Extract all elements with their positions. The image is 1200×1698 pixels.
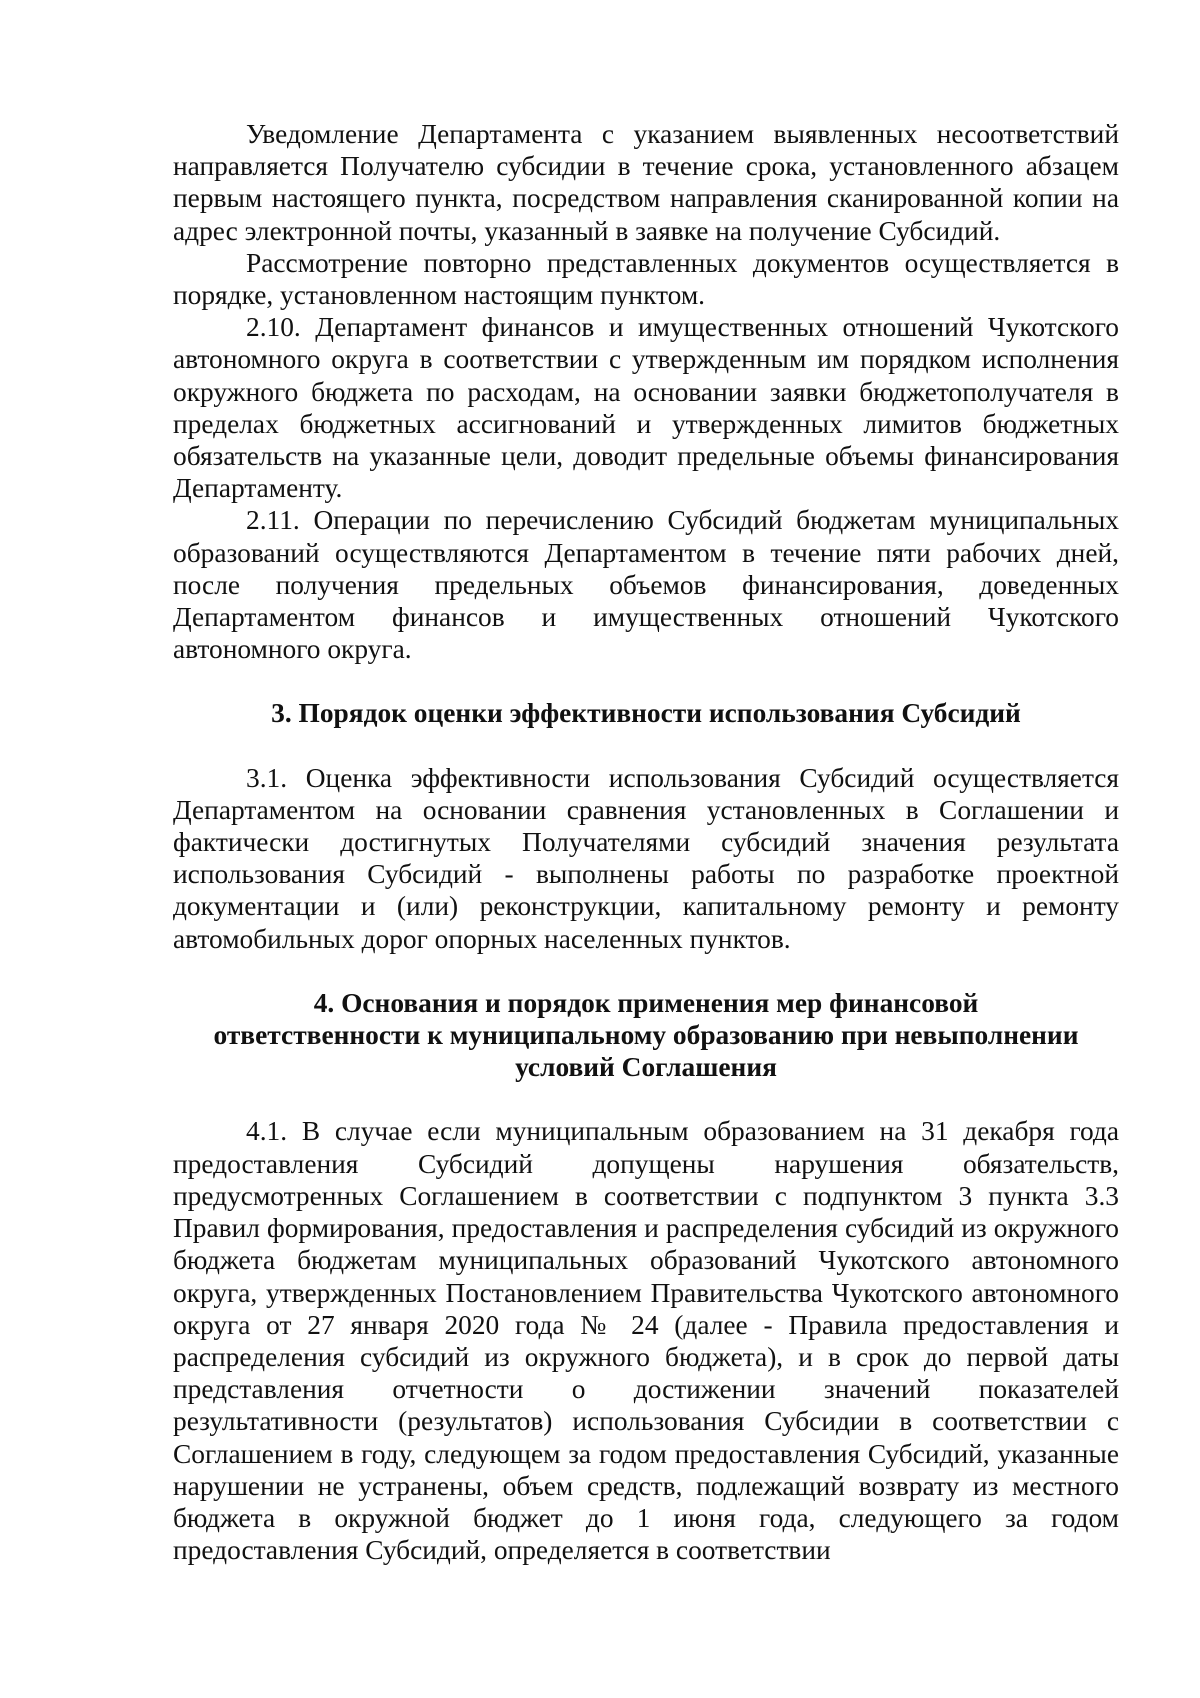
paragraph-notice: Уведомление Департамента с указанием выявленных несоответствий направляется Получателю субсидии в течение срока, установленного абзацем первым настоящего пункта, посредством направления сканированной копии на адрес электронной почты, указанный в заявке на получение Субсидий. [173,119,1119,246]
section-3-heading: 3. Порядок оценки эффективности использования Субсидий [271,698,1021,729]
spacer [173,955,1119,987]
paragraph-2-10: 2.10. Департамент финансов и имущественных отношений Чукотского автономного округа в соответствии с утвержденным им порядком исполнения окружного бюджета по расходам, на основании заявки бюджетополучателя в пределах бюджетных ассигнований и утвержденных лимитов бюджетных обязательств на указанные цели, доводит предельные объемы финансирования Департаменту. [173,312,1119,504]
section-4-heading-line: ответственности к муниципальному образованию при невыполнении [213,1020,1079,1051]
spacer [173,665,1119,697]
section-4-heading [173,987,1119,1084]
spacer [173,730,1119,762]
spacer [173,1083,1119,1115]
document-page [173,118,1119,1566]
section-4-heading-line: условий Соглашения [515,1052,777,1083]
paragraph-review: Рассмотрение повторно представленных документов осуществляется в порядке, установленном настоящим пунктом. [173,247,1119,311]
paragraph-3-1: 3.1. Оценка эффективности использования Субсидий осуществляется Департаментом на основании сравнения установленных в Соглашении и фактически достигнутых Получателями субсидий значения результата использования Субсидий - выполнены работы по разработке проектной документации и (или) реконструкции, капитальному ремонту и ремонту автомобильных дорог опорных населенных пунктов. [173,762,1119,954]
paragraph-4-1: 4.1. В случае если муниципальным образованием на 31 декабря года предоставления Субсидий допущены нарушения обязательств, предусмотренных Соглашением в соответствии с подпунктом 3 пункта 3.3 Правил формирования, предоставления и распределения субсидий из окружного бюджета бюджетам муниципальных образований Чукотского автономного округа, утвержденных Постановлением Правительства Чукотского автономного округа от 27 января 2020 года № 24 (далее - Правила предоставления и распределения субсидий из окружного бюджета), и в срок до первой даты представления отчетности о достижении значений показателей результативности (результатов) использования Субсидии в соответствии с Соглашением в году, следующем за годом предоставления Субсидий, указанные нарушении не устранены, объем средств, подлежащий возврату из местного бюджета в окружной бюджет до 1 июня года, следующего за годом предоставления Субсидий, определяется в соответствии [173,1116,1119,1566]
section-4-heading-line: 4. Основания и порядок применения мер финансовой [313,987,979,1018]
paragraph-2-11: 2.11. Операции по перечислению Субсидий бюджетам муниципальных образований осуществляются Департаментом в течение пяти рабочих дней, после получения предельных объемов финансирования, доведенных Департаментом финансов и имущественных отношений Чукотского автономного округа. [173,505,1119,665]
